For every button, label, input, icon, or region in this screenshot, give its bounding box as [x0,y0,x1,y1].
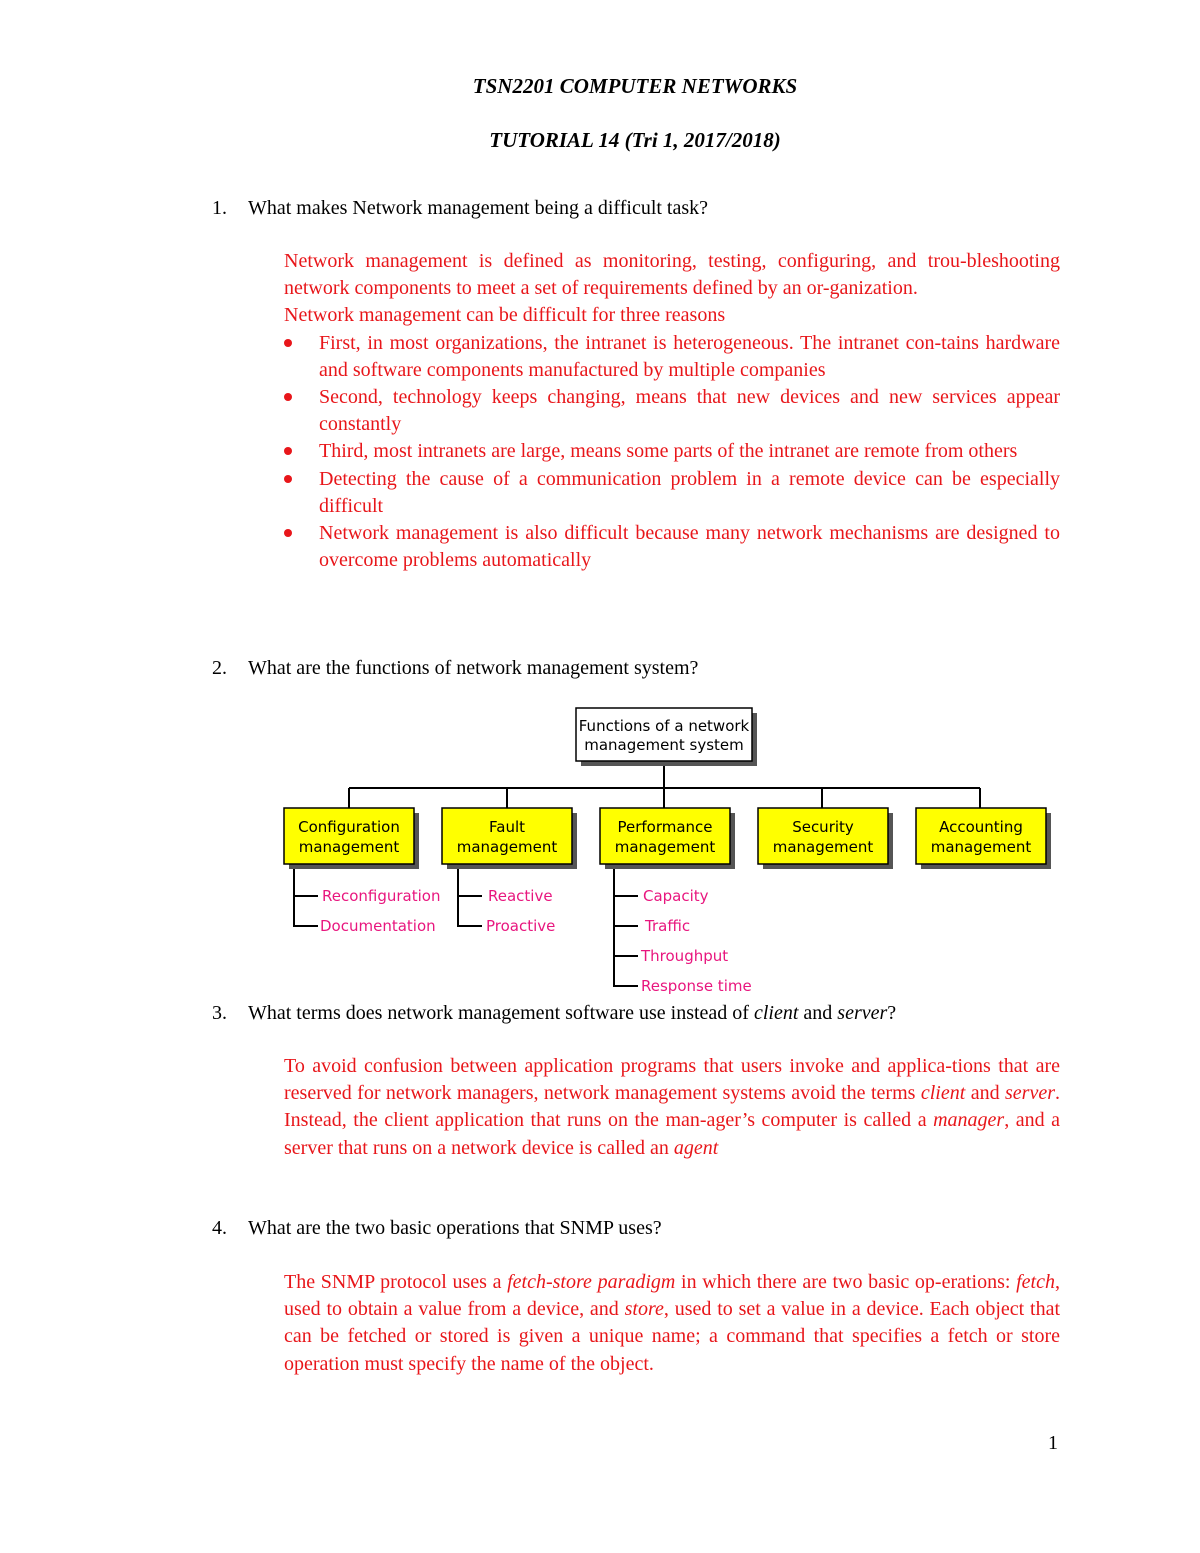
svg-text:management: management [930,838,1032,856]
question-text: What makes Network management being a difficult task? [248,197,709,219]
page-number: 1 [1048,1432,1058,1454]
question-text: What are the two basic operations that SNMP uses? [248,1217,662,1239]
course-title: TSN2201 COMPUTER NETWORKS [472,74,798,98]
box-security [758,808,893,869]
answer-3: To avoid confusion between application programs that users invoke and applica-tions that are reserved for network managers, network management systems avoid the terms client and server. Instead, the client application that runs on the man-ager’s computer is called a manager, and a server that runs on a network device is called an agent [284,1055,1060,1159]
bullet-item: Detecting the cause of a communication problem in a remote device can be especially difficult [284,466,1060,520]
bullet-item: Third, most intranets are large, means some parts of the intranet are remote from others [284,438,1060,465]
root-label: management system [584,736,744,754]
question-text: What terms does network management software use instead of client and server? [248,1002,897,1024]
tutorial-title: TUTORIAL 14 (Tri 1, 2017/2018) [489,128,781,152]
box-performance [600,808,735,869]
svg-text:Accounting: Accounting [939,818,1023,836]
svg-text:Fault: Fault [489,818,525,836]
sub-capacity: Capacity [643,887,709,905]
sub-response-time: Response time [641,977,752,995]
question-number: 4. [212,1217,227,1239]
svg-text:management: management [614,838,716,856]
svg-text:management: management [772,838,874,856]
svg-text:management: management [456,838,558,856]
box-accounting [916,808,1051,869]
svg-text:Performance: Performance [617,818,713,836]
question-text: What are the functions of network management system? [248,657,699,679]
answer-lead: Network management can be difficult for three reasons [284,304,726,327]
svg-text:Configuration: Configuration [298,818,400,836]
box-configuration [284,808,419,869]
sub-traffic: Traffic [645,917,691,935]
question-number: 1. [212,197,227,219]
sub-reactive: Reactive [488,887,553,905]
question-number: 2. [212,657,227,679]
answer-intro: Network management is defined as monitoring, testing, configuring, and trou-bleshooting network components to meet a set of requirements defined by an or-ganization. [284,250,1060,300]
sub-reconfiguration: Reconfiguration [322,887,441,905]
bullet-item: Second, technology keeps changing, means that new devices and new services appear constantly [284,384,1060,438]
root-label: Functions of a network [578,717,750,735]
diagram-connectors [294,766,980,986]
svg-text:management: management [298,838,400,856]
bullet-item: First, in most organizations, the intranet is heterogeneous. The intranet con-tains hardware and software components manufactured by multiple companies [284,330,1060,384]
question-number: 3. [212,1002,227,1024]
sub-documentation: Documentation [320,917,436,935]
sub-throughput: Throughput [641,947,729,965]
bullet-item: Network management is also difficult because many network mechanisms are designed to overcome problems automatically [284,520,1060,574]
answer-4: The SNMP protocol uses a fetch-store paradigm in which there are two basic op-erations: fetch, used to obtain a value from a device, and store, used to set a value in a device. Each object that can be fetched or stored is given a unique name; a command that specifies a fetch or store operation must specify the name of the object. [284,1271,1061,1375]
sub-proactive: Proactive [486,917,556,935]
svg-text:Security: Security [792,818,854,836]
root-box [576,708,757,766]
box-fault [442,808,577,869]
